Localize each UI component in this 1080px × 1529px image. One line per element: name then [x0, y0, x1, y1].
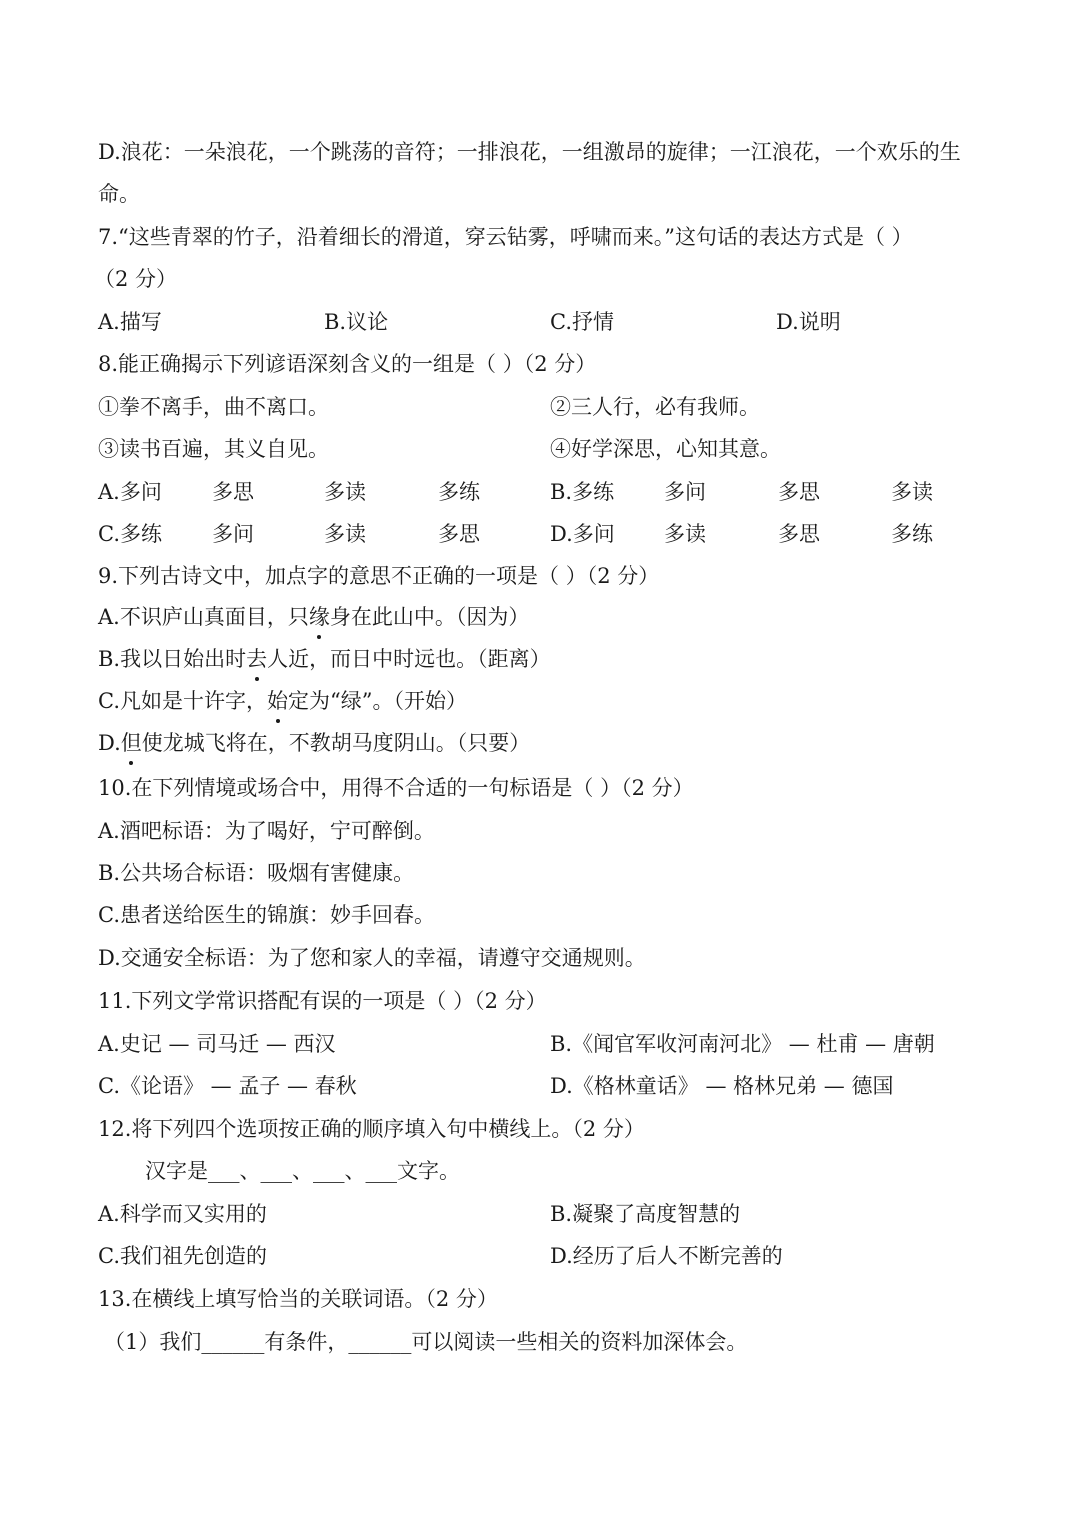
- q9-b-pre: B.我以日始出时: [98, 647, 247, 671]
- q11-option-d: D.《格林童话》 — 格林兄弟 — 德国: [550, 1074, 894, 1098]
- q12-stem: 12.将下列四个选项按正确的顺序填入句中横线上。（2 分）: [98, 1117, 645, 1141]
- q10-option-c: C.患者送给医生的锦旗：妙手回春。: [98, 903, 435, 927]
- q8-a-2: 多读: [324, 480, 366, 504]
- q6-option-d-line1: D.浪花：一朵浪花，一个跳荡的音符；一排浪花，一组激昂的旋律；一江浪花，一个欢乐的生: [98, 140, 961, 164]
- q9-c-post: 定为“绿”。（开始）: [288, 689, 467, 713]
- q9-d-dotted: 但: [121, 728, 142, 758]
- q8-c-0: C.多练: [98, 522, 162, 546]
- q7-stem-line1: 7.“这些青翠的竹子，沿着细长的滑道，穿云钻雾，呼啸而来。”这句话的表达方式是（ ）: [98, 225, 913, 249]
- q8-items-row2: [98, 434, 984, 464]
- q8-items-row1: [98, 392, 984, 422]
- q11-options-row1: [98, 1029, 984, 1059]
- q8-a-1: 多思: [212, 480, 254, 504]
- q9-option-c: [98, 686, 984, 716]
- q10-option-d: D.交通安全标语：为了您和家人的幸福，请遵守交通规则。: [98, 946, 646, 970]
- q9-stem: 9.下列古诗文中，加点字的意思不正确的一项是（ ）（2 分）: [98, 564, 660, 588]
- q10-option-a: A.酒吧标语：为了喝好，宁可醉倒。: [98, 819, 435, 843]
- q8-c-1: 多问: [212, 522, 254, 546]
- q11-options-row2: [98, 1071, 984, 1101]
- q8-b-1: 多问: [664, 480, 706, 504]
- q9-option-d: [98, 728, 984, 758]
- q12-option-c: C.我们祖先创造的: [98, 1244, 267, 1268]
- q8-d-2: 多思: [778, 522, 820, 546]
- q11-option-c: C.《论语》 — 孟子 — 春秋: [98, 1074, 357, 1098]
- q12-options-row1: [98, 1199, 984, 1229]
- q8-c-3: 多思: [438, 522, 480, 546]
- q8-c-2: 多读: [324, 522, 366, 546]
- q7-option-d: D.说明: [776, 310, 841, 334]
- q8-item-1: ①拳不离手，曲不离口。: [98, 395, 329, 419]
- q8-item-4: ④好学深思，心知其意。: [550, 437, 781, 461]
- q8-d-1: 多读: [664, 522, 706, 546]
- q8-a-3: 多练: [438, 480, 480, 504]
- q13-stem: 13.在横线上填写恰当的关联词语。（2 分）: [98, 1287, 498, 1311]
- q10-option-b: B.公共场合标语：吸烟有害健康。: [98, 861, 415, 885]
- q13-sub1: （1）我们______有条件，______可以阅读一些相关的资料加深体会。: [104, 1330, 748, 1354]
- q7-option-a: A.描写: [98, 310, 162, 334]
- q8-d-3: 多练: [891, 522, 933, 546]
- q9-b-post: 人近，而日中时远也。（距离）: [267, 647, 551, 671]
- q9-a-dotted: 缘: [309, 602, 330, 632]
- q12-option-b: B.凝聚了高度智慧的: [550, 1202, 741, 1226]
- q8-item-3: ③读书百遍，其义自见。: [98, 437, 329, 461]
- q8-b-3: 多读: [891, 480, 933, 504]
- q8-d-0: D.多问: [550, 522, 615, 546]
- q9-d-pre: D.: [98, 731, 121, 755]
- q7-option-c: C.抒情: [550, 310, 614, 334]
- q9-option-b: [98, 644, 984, 674]
- q9-c-dotted: 始: [267, 686, 288, 716]
- q9-option-a: [98, 602, 984, 632]
- q9-a-post: 身在此山中。（因为）: [329, 605, 530, 629]
- q8-b-2: 多思: [778, 480, 820, 504]
- q10-stem: 10.在下列情境或场合中，用得不合适的一句标语是（ ）（2 分）: [98, 776, 694, 800]
- q7-option-b: B.议论: [324, 310, 389, 334]
- q12-sentence: 汉字是___、___、___、___文字。: [145, 1159, 460, 1183]
- q12-option-d: D.经历了后人不断完善的: [550, 1244, 783, 1268]
- q12-options-row2: [98, 1241, 984, 1271]
- q8-item-2: ②三人行，必有我师。: [550, 395, 760, 419]
- q8-stem: 8.能正确揭示下列谚语深刻含义的一组是（ ）（2 分）: [98, 352, 597, 376]
- q12-option-a: A.科学而又实用的: [98, 1202, 267, 1226]
- q6-option-d-line2: 命。: [98, 182, 140, 206]
- q11-option-b: B.《闻官军收河南河北》 — 杜甫 — 唐朝: [550, 1032, 935, 1056]
- q7-stem-line2: （2 分）: [94, 267, 178, 291]
- q8-a-0: A.多问: [98, 480, 162, 504]
- q11-option-a: A.史记 — 司马迁 — 西汉: [98, 1032, 336, 1056]
- q9-d-post: 使龙城飞将在，不教胡马度阴山。（只要）: [141, 731, 531, 755]
- q9-a-pre: A.不识庐山真面目，只: [98, 605, 309, 629]
- q9-b-dotted: 去: [246, 644, 267, 674]
- q9-c-pre: C.凡如是十许字，: [98, 689, 267, 713]
- q11-stem: 11.下列文学常识搭配有误的一项是（ ）（2 分）: [98, 989, 547, 1013]
- q8-b-0: B.多练: [550, 480, 615, 504]
